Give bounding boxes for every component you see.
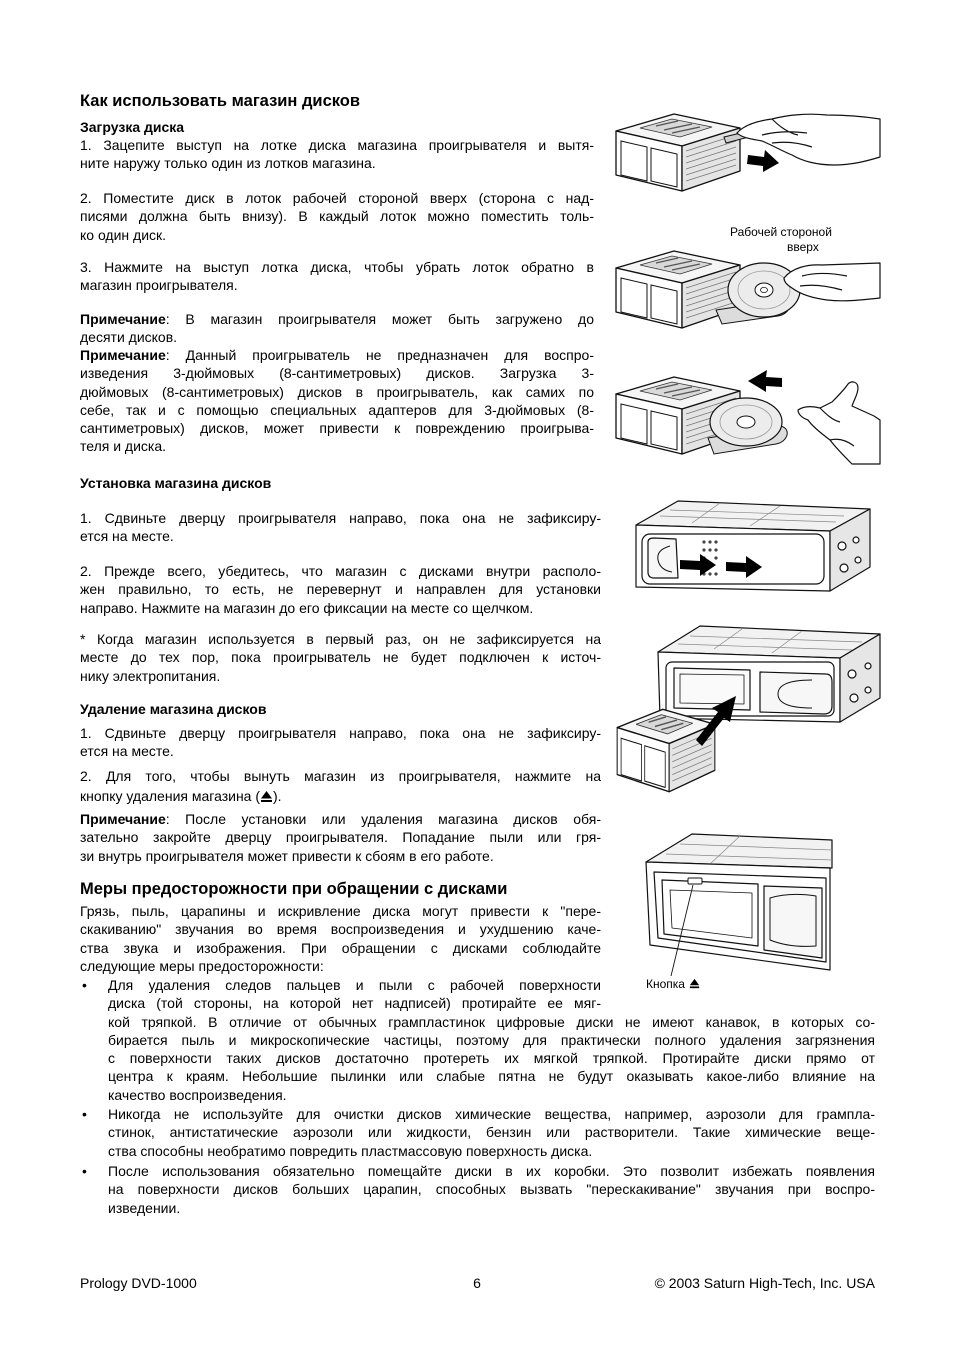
loading-heading: Загрузка диска bbox=[80, 119, 185, 135]
text-line: на поверхности дисков больших царапин, способных вызвать "перескакивание" звучания при воспро- bbox=[108, 1181, 875, 1198]
hand bbox=[798, 382, 880, 464]
text-line: жен правильно, то есть, не перевернут и направлен для установки bbox=[80, 581, 601, 598]
installation-step-1 bbox=[80, 509, 601, 546]
text-line: ства звука и изображения. При обращении с дисками соблюдайте bbox=[80, 939, 601, 956]
text-line: себе, так и с помощью специальных адаптеров для 3-дюймовых (8- bbox=[80, 401, 594, 418]
bullet-symbol: • bbox=[82, 977, 87, 993]
note-text: : Данный проигрыватель не предназначен для воспро- bbox=[165, 347, 594, 363]
installation-heading: Установка магазина дисков bbox=[80, 475, 272, 491]
text-line: зательно закройте дверцу проигрывателя. Попадание пыли или гря- bbox=[80, 829, 601, 846]
disc-magazine bbox=[617, 709, 715, 791]
text-line: * Когда магазин используется в первый раз, он не зафиксируется на bbox=[80, 631, 601, 647]
text-line: кой тряпкой. В отличие от обычных грампластинок цифровые диски не имеют канавок, в которых со- bbox=[108, 1013, 875, 1030]
section-title-disc-care: Меры предосторожности при обращении с дисками bbox=[80, 880, 508, 898]
note-line bbox=[80, 346, 594, 364]
text-line: дюймовых (8-сантиметровых) дисков в проигрыватель, как самих по bbox=[80, 383, 594, 400]
text-line: 1. Зацепите выступ на лотке диска магазина проигрывателя и вытя- bbox=[80, 137, 594, 153]
disc bbox=[728, 263, 800, 317]
text-line: диска (той стороны, на которой нет надписей) протирайте ее мяг- bbox=[108, 995, 601, 1012]
text-line: ко один диск. bbox=[80, 226, 167, 243]
caption-working-side: вверх bbox=[787, 240, 819, 254]
disc bbox=[710, 398, 782, 446]
bullet-symbol: • bbox=[82, 1106, 87, 1122]
text-line: теля и диска. bbox=[80, 438, 167, 455]
text-line: скакиванию" звучания во время воспроизведения и ухудшению каче- bbox=[80, 921, 601, 938]
text-line: качество воспроизведения. bbox=[108, 1086, 287, 1103]
text-line: бирается пыль и микроскопические частицы, поэтому для практически полного удаления загрязнения bbox=[108, 1031, 875, 1048]
text-line: изведении. bbox=[108, 1199, 181, 1216]
text-line: 2. Поместите диск в лоток рабочей стороной вверх (сторона с над- bbox=[80, 190, 594, 206]
figure-insert-magazine bbox=[612, 618, 882, 800]
installation-heading-block bbox=[80, 474, 601, 492]
text-line: 1. Сдвиньте дверцу проигрывателя направо, пока она не зафиксиру- bbox=[80, 725, 601, 741]
installation-step-2 bbox=[80, 562, 601, 617]
caption-text: Кнопка bbox=[646, 977, 685, 991]
text-line: Грязь, пыль, царапины и искривление диска могут привести к "пере- bbox=[80, 903, 601, 919]
disc-care-intro bbox=[80, 902, 601, 975]
text-line: нику электропитания. bbox=[80, 667, 221, 684]
text-line: 2. Прежде всего, убедитесь, что магазин с дисками внутри располо- bbox=[80, 563, 601, 579]
note-line bbox=[80, 310, 594, 328]
figure-place-disc bbox=[612, 236, 882, 334]
disc-magazine bbox=[616, 114, 740, 191]
bullet-item bbox=[80, 1162, 875, 1217]
text-line: 1. Сдвиньте дверцу проигрывателя направо, пока она не зафиксиру- bbox=[80, 510, 601, 526]
footer-model: Prology DVD-1000 bbox=[80, 1275, 197, 1291]
text-line: десяти дисков. bbox=[80, 329, 178, 346]
removal-step-1 bbox=[80, 724, 601, 761]
loading-heading-block bbox=[80, 118, 594, 136]
loading-note-1 bbox=[80, 310, 594, 347]
footer-page-number: 6 bbox=[473, 1275, 481, 1291]
section-title-usage: Как использовать магазин дисков bbox=[80, 92, 361, 110]
text-line: 3. Нажмите на выступ лотка диска, чтобы убрать лоток обратно в bbox=[80, 259, 594, 275]
loading-note-2 bbox=[80, 346, 594, 456]
note-label: Примечание bbox=[80, 311, 166, 327]
text-fragment: кнопку удаления магазина ( bbox=[80, 788, 261, 804]
text-line-with-icon bbox=[80, 786, 601, 806]
text-fragment: ). bbox=[273, 788, 282, 804]
text-line: Никогда не используйте для очистки дисков химические вещества, например, аэрозоли для грампла- bbox=[108, 1106, 875, 1122]
text-line: сантиметровых) дисков, может привести к повреждению проигрыва- bbox=[80, 420, 594, 437]
text-line: месте до тех пор, пока проигрыватель не будет подключен к источ- bbox=[80, 649, 601, 666]
text-line: 2. Для того, чтобы вынуть магазин из проигрывателя, нажмите на bbox=[80, 768, 601, 784]
text-line: Для удаления следов пальцев и пыли с рабочей поверхности bbox=[108, 977, 601, 993]
loading-step-2 bbox=[80, 189, 594, 244]
text-line: центра к краям. Небольшие пылинки или слабые пятна не будут оказывать какое-либо влияние на bbox=[108, 1068, 875, 1085]
removal-heading: Удаление магазина дисков bbox=[80, 701, 267, 717]
text-line: с поверхности таких дисков достаточно протереть их мягкой тряпкой. Протирайте диски прямо от bbox=[108, 1050, 875, 1067]
arrow-right bbox=[747, 150, 779, 172]
note-label: Примечание bbox=[80, 811, 166, 827]
removal-note bbox=[80, 810, 601, 865]
bullet-item bbox=[80, 1105, 875, 1160]
eject-icon bbox=[260, 790, 273, 803]
text-line: ется на месте. bbox=[80, 743, 174, 760]
text-line: ства способны необратимо повредить пластмассовую поверхность диска. bbox=[108, 1142, 593, 1159]
text-line: следующие меры предосторожности: bbox=[80, 957, 324, 974]
removal-heading-block bbox=[80, 700, 601, 718]
text-line: писями должна быть внизу). В каждый лоток можно поместить толь- bbox=[80, 208, 594, 225]
text-line: После использования обязательно помещайте диски в их коробки. Это позволит избежать появления bbox=[108, 1163, 875, 1179]
player-unit bbox=[646, 834, 832, 970]
figure-push-tray bbox=[612, 360, 882, 466]
note-text: : После установки или удаления магазина дисков обя- bbox=[165, 811, 601, 827]
text-line: ется на месте. bbox=[80, 528, 174, 545]
loading-step-3 bbox=[80, 258, 594, 295]
eject-icon bbox=[689, 978, 700, 989]
arrow-left bbox=[748, 370, 782, 392]
caption-eject-button bbox=[646, 977, 700, 991]
figure-pull-tray bbox=[612, 105, 882, 193]
eject-button bbox=[688, 878, 702, 884]
text-line: магазин проигрывателя. bbox=[80, 277, 238, 294]
text-line: ните наружу только один из лотков магазина. bbox=[80, 155, 376, 172]
note-text: : В магазин проигрывателя может быть загружено до bbox=[165, 311, 594, 327]
removal-step-2 bbox=[80, 766, 601, 806]
installation-footnote bbox=[80, 630, 601, 685]
note-line bbox=[80, 810, 601, 828]
player-unit bbox=[658, 626, 880, 722]
figure-open-door bbox=[630, 494, 875, 596]
footer-copyright: © 2003 Saturn High-Tech, Inc. USA bbox=[654, 1275, 875, 1291]
bullet-item bbox=[80, 976, 875, 1104]
figure-eject-button bbox=[640, 828, 835, 976]
bullet-symbol: • bbox=[82, 1163, 87, 1179]
note-label: Примечание bbox=[80, 347, 166, 363]
player-unit bbox=[636, 501, 870, 591]
text-line: зи внутрь проигрывателя может привести к сбоям в его работе. bbox=[80, 847, 494, 864]
loading-step-1 bbox=[80, 136, 594, 173]
text-line: изведения 3-дюймовых (8-сантиметровых) дисков. Загрузка 3- bbox=[80, 365, 594, 382]
text-line: направо. Нажмите на магазин до его фиксации на месте со щелчком. bbox=[80, 599, 534, 616]
caption-working-side: Рабочей стороной bbox=[730, 225, 832, 239]
text-line: стинок, антистатические аэрозоли или жидкости, бензин или растворители. Такие химические веще- bbox=[108, 1124, 875, 1141]
